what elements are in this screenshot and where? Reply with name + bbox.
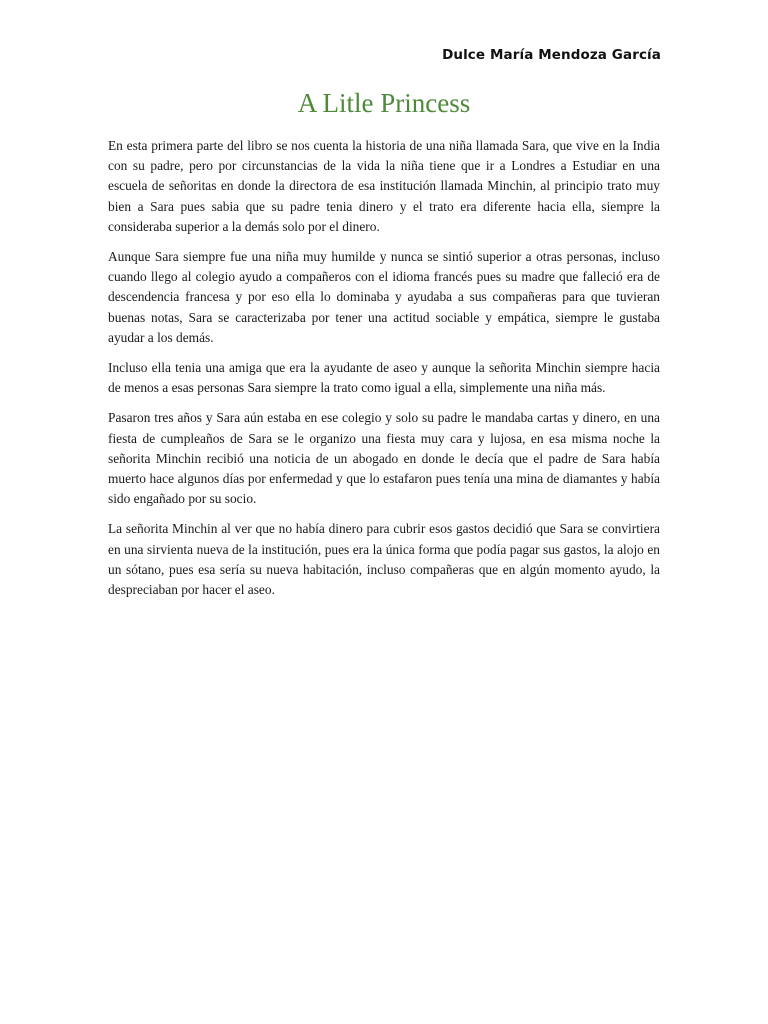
paragraph: Incluso ella tenia una amiga que era la ayudante de aseo y aunque la señorita Minchin siempre hacia de menos a esas personas Sara siempre la trato como igual a ella, simplemente una niña más. bbox=[108, 360, 660, 396]
paragraph: Pasaron tres años y Sara aún estaba en ese colegio y solo su padre le mandaba cartas y dinero, en una fiesta de cumpleaños de Sara se le organizo una fiesta muy cara y lujosa, en esa misma noche la señorita Minchin recibió una noticia de un abogado en donde le decía que el padre de Sara había muerto hace algunos días por enfermedad y que lo estafaron pues tenía una mina de diamantes y había sido engañado por su socio. bbox=[108, 410, 660, 507]
author-name: Dulce María Mendoza García bbox=[442, 47, 661, 63]
document-title: A Litle Princess bbox=[297, 88, 471, 118]
document-body bbox=[108, 136, 660, 610]
paragraph: En esta primera parte del libro se nos cuenta la historia de una niña llamada Sara, que vive en la India con su padre, pero por circunstancias de la vida la niña tiene que ir a Londres a Estudiar en una escuela de señoritas en donde la directora de esa institución llamada Minchin, al principio trato muy bien a Sara pues sabia que su padre tenia dinero y el trato era diferente hacia ella, siempre la consideraba superior a la demás solo por el dinero. bbox=[108, 138, 660, 234]
paragraph: La señorita Minchin al ver que no había dinero para cubrir esos gastos decidió que Sara se convirtiera en una sirvienta nueva de la institución, pues era la única forma que podía pagar sus gastos, la alojo en un sótano, pues esa sería su nueva habitación, incluso compañeras que en algún momento ayudo, la despreciaban por hacer el aseo. bbox=[108, 521, 660, 598]
paragraph: Aunque Sara siempre fue una niña muy humilde y nunca se sintió superior a otras personas, incluso cuando llego al colegio ayudo a compañeros con el idioma francés pues su madre que falleció era de descendencia francesa y por eso ella lo dominaba y ayudaba a sus compañeras para que tuvieran buenas notas, Sara se caracterizaba por tener una actitud sociable y empática, siempre le gustaba ayudar a los demás. bbox=[108, 249, 660, 345]
